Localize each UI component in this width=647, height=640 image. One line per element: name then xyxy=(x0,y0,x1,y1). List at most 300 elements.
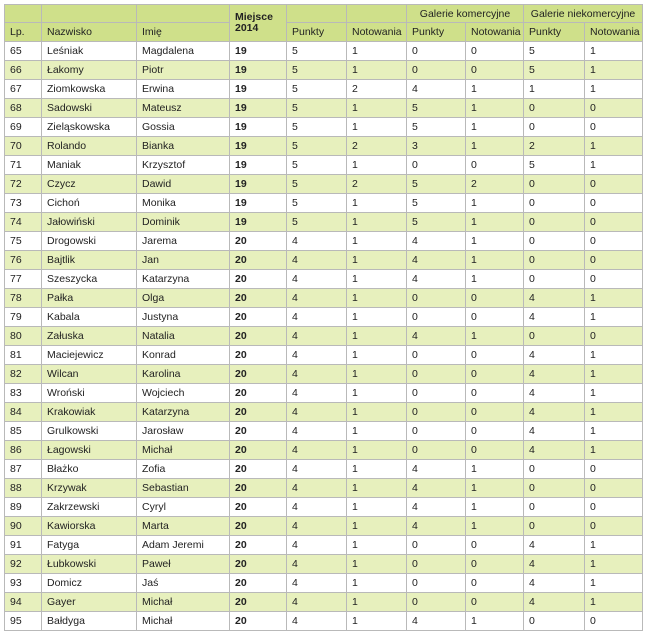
table-row xyxy=(5,422,643,441)
header-empty-cell xyxy=(347,5,407,23)
cell-points: 4 xyxy=(287,251,347,270)
cell-noncommercial-points: 4 xyxy=(524,403,585,422)
cell-commercial-ratings: 0 xyxy=(466,593,524,612)
cell-place-2014: 20 xyxy=(230,574,287,593)
cell-commercial-ratings: 1 xyxy=(466,213,524,232)
cell-name: Justyna xyxy=(137,308,230,327)
cell-ratings: 2 xyxy=(347,137,407,156)
table-row xyxy=(5,308,643,327)
cell-surname: Krakowiak xyxy=(42,403,137,422)
cell-lp: 72 xyxy=(5,175,42,194)
cell-noncommercial-ratings: 0 xyxy=(585,194,643,213)
cell-place-2014: 20 xyxy=(230,555,287,574)
cell-lp: 82 xyxy=(5,365,42,384)
cell-ratings: 1 xyxy=(347,308,407,327)
cell-place-2014: 20 xyxy=(230,384,287,403)
cell-noncommercial-ratings: 1 xyxy=(585,555,643,574)
cell-commercial-ratings: 0 xyxy=(466,403,524,422)
cell-commercial-points: 0 xyxy=(407,555,466,574)
cell-name: Michał xyxy=(137,441,230,460)
cell-commercial-points: 5 xyxy=(407,118,466,137)
cell-lp: 85 xyxy=(5,422,42,441)
cell-noncommercial-ratings: 1 xyxy=(585,61,643,80)
cell-noncommercial-ratings: 1 xyxy=(585,308,643,327)
cell-commercial-points: 0 xyxy=(407,403,466,422)
cell-place-2014: 19 xyxy=(230,194,287,213)
cell-name: Gossia xyxy=(137,118,230,137)
cell-commercial-ratings: 1 xyxy=(466,80,524,99)
cell-surname: Krzywak xyxy=(42,479,137,498)
cell-lp: 66 xyxy=(5,61,42,80)
cell-ratings: 1 xyxy=(347,593,407,612)
cell-noncommercial-ratings: 1 xyxy=(585,80,643,99)
cell-lp: 83 xyxy=(5,384,42,403)
table-row xyxy=(5,403,643,422)
cell-commercial-ratings: 1 xyxy=(466,99,524,118)
header-row-columns xyxy=(5,23,643,42)
cell-noncommercial-ratings: 1 xyxy=(585,365,643,384)
cell-surname: Czycz xyxy=(42,175,137,194)
table-row xyxy=(5,289,643,308)
cell-noncommercial-ratings: 0 xyxy=(585,99,643,118)
cell-noncommercial-ratings: 0 xyxy=(585,327,643,346)
cell-lp: 74 xyxy=(5,213,42,232)
cell-noncommercial-points: 4 xyxy=(524,574,585,593)
cell-noncommercial-ratings: 1 xyxy=(585,384,643,403)
cell-noncommercial-points: 4 xyxy=(524,555,585,574)
table-body xyxy=(5,42,643,631)
cell-ratings: 1 xyxy=(347,327,407,346)
table-row xyxy=(5,175,643,194)
cell-surname: Cichoń xyxy=(42,194,137,213)
table-row xyxy=(5,42,643,61)
cell-noncommercial-points: 0 xyxy=(524,327,585,346)
header-empty-cell xyxy=(5,5,42,23)
cell-noncommercial-points: 0 xyxy=(524,517,585,536)
cell-commercial-points: 3 xyxy=(407,137,466,156)
cell-name: Konrad xyxy=(137,346,230,365)
cell-name: Natalia xyxy=(137,327,230,346)
cell-points: 4 xyxy=(287,441,347,460)
cell-surname: Zakrzewski xyxy=(42,498,137,517)
cell-lp: 76 xyxy=(5,251,42,270)
cell-noncommercial-ratings: 0 xyxy=(585,232,643,251)
cell-place-2014: 20 xyxy=(230,270,287,289)
header-place-line2: 2014 xyxy=(235,22,259,34)
cell-commercial-points: 4 xyxy=(407,517,466,536)
table-row xyxy=(5,498,643,517)
table-row xyxy=(5,118,643,137)
cell-points: 5 xyxy=(287,137,347,156)
cell-noncommercial-ratings: 0 xyxy=(585,517,643,536)
cell-points: 5 xyxy=(287,156,347,175)
cell-commercial-points: 4 xyxy=(407,251,466,270)
cell-ratings: 1 xyxy=(347,555,407,574)
header-commercial-ratings: Notowania xyxy=(466,23,524,42)
cell-place-2014: 20 xyxy=(230,232,287,251)
cell-surname: Wilcan xyxy=(42,365,137,384)
cell-points: 5 xyxy=(287,99,347,118)
cell-commercial-ratings: 1 xyxy=(466,251,524,270)
cell-place-2014: 20 xyxy=(230,308,287,327)
cell-noncommercial-ratings: 1 xyxy=(585,574,643,593)
cell-name: Dominik xyxy=(137,213,230,232)
header-row-groups xyxy=(5,5,643,23)
cell-name: Michał xyxy=(137,593,230,612)
cell-noncommercial-ratings: 1 xyxy=(585,346,643,365)
cell-points: 4 xyxy=(287,612,347,631)
cell-name: Katarzyna xyxy=(137,403,230,422)
table-row xyxy=(5,213,643,232)
cell-lp: 89 xyxy=(5,498,42,517)
cell-commercial-points: 4 xyxy=(407,498,466,517)
cell-surname: Grulkowski xyxy=(42,422,137,441)
cell-points: 4 xyxy=(287,460,347,479)
cell-place-2014: 20 xyxy=(230,612,287,631)
cell-lp: 70 xyxy=(5,137,42,156)
header-noncommercial-points: Punkty xyxy=(524,23,585,42)
cell-commercial-ratings: 1 xyxy=(466,270,524,289)
ranking-table xyxy=(4,4,643,631)
header-group-noncommercial: Galerie niekomercyjne xyxy=(524,5,643,23)
header-ratings: Notowania xyxy=(347,23,407,42)
cell-lp: 88 xyxy=(5,479,42,498)
cell-ratings: 1 xyxy=(347,574,407,593)
cell-ratings: 1 xyxy=(347,194,407,213)
cell-commercial-ratings: 0 xyxy=(466,422,524,441)
header-surname: Nazwisko xyxy=(42,23,137,42)
table-row xyxy=(5,251,643,270)
cell-noncommercial-points: 5 xyxy=(524,42,585,61)
cell-place-2014: 20 xyxy=(230,593,287,612)
cell-name: Michał xyxy=(137,612,230,631)
cell-noncommercial-points: 4 xyxy=(524,536,585,555)
cell-commercial-ratings: 0 xyxy=(466,536,524,555)
table-row xyxy=(5,99,643,118)
cell-commercial-points: 0 xyxy=(407,61,466,80)
cell-noncommercial-ratings: 1 xyxy=(585,593,643,612)
cell-surname: Pałka xyxy=(42,289,137,308)
cell-noncommercial-ratings: 0 xyxy=(585,479,643,498)
cell-place-2014: 20 xyxy=(230,251,287,270)
cell-noncommercial-ratings: 0 xyxy=(585,498,643,517)
cell-commercial-points: 5 xyxy=(407,175,466,194)
cell-points: 4 xyxy=(287,593,347,612)
cell-points: 4 xyxy=(287,232,347,251)
cell-lp: 75 xyxy=(5,232,42,251)
cell-ratings: 1 xyxy=(347,42,407,61)
cell-noncommercial-ratings: 0 xyxy=(585,118,643,137)
cell-place-2014: 19 xyxy=(230,118,287,137)
cell-ratings: 1 xyxy=(347,118,407,137)
cell-noncommercial-ratings: 0 xyxy=(585,213,643,232)
cell-ratings: 1 xyxy=(347,498,407,517)
cell-surname: Drogowski xyxy=(42,232,137,251)
cell-points: 4 xyxy=(287,574,347,593)
cell-commercial-points: 0 xyxy=(407,42,466,61)
cell-noncommercial-ratings: 1 xyxy=(585,156,643,175)
cell-points: 5 xyxy=(287,61,347,80)
cell-commercial-points: 4 xyxy=(407,479,466,498)
cell-ratings: 1 xyxy=(347,156,407,175)
cell-lp: 95 xyxy=(5,612,42,631)
cell-surname: Sadowski xyxy=(42,99,137,118)
cell-place-2014: 20 xyxy=(230,403,287,422)
header-group-commercial: Galerie komercyjne xyxy=(407,5,524,23)
cell-commercial-points: 0 xyxy=(407,574,466,593)
cell-points: 4 xyxy=(287,327,347,346)
cell-points: 4 xyxy=(287,365,347,384)
cell-surname: Domicz xyxy=(42,574,137,593)
cell-place-2014: 19 xyxy=(230,137,287,156)
cell-commercial-points: 0 xyxy=(407,593,466,612)
table-row xyxy=(5,61,643,80)
cell-lp: 86 xyxy=(5,441,42,460)
table-row xyxy=(5,346,643,365)
cell-points: 5 xyxy=(287,118,347,137)
cell-place-2014: 19 xyxy=(230,42,287,61)
cell-noncommercial-points: 2 xyxy=(524,137,585,156)
cell-place-2014: 20 xyxy=(230,289,287,308)
cell-ratings: 1 xyxy=(347,422,407,441)
cell-noncommercial-ratings: 0 xyxy=(585,251,643,270)
cell-lp: 68 xyxy=(5,99,42,118)
cell-name: Wojciech xyxy=(137,384,230,403)
cell-surname: Bajtlik xyxy=(42,251,137,270)
cell-ratings: 1 xyxy=(347,213,407,232)
cell-lp: 67 xyxy=(5,80,42,99)
cell-name: Olga xyxy=(137,289,230,308)
cell-name: Karolina xyxy=(137,365,230,384)
cell-name: Krzysztof xyxy=(137,156,230,175)
cell-place-2014: 19 xyxy=(230,156,287,175)
cell-name: Jan xyxy=(137,251,230,270)
cell-surname: Maniak xyxy=(42,156,137,175)
cell-ratings: 1 xyxy=(347,384,407,403)
cell-commercial-ratings: 0 xyxy=(466,61,524,80)
cell-surname: Zieląskowska xyxy=(42,118,137,137)
cell-commercial-points: 0 xyxy=(407,346,466,365)
table-row xyxy=(5,441,643,460)
cell-ratings: 1 xyxy=(347,517,407,536)
table-row xyxy=(5,137,643,156)
cell-name: Sebastian xyxy=(137,479,230,498)
cell-name: Jarosław xyxy=(137,422,230,441)
cell-points: 4 xyxy=(287,346,347,365)
header-noncommercial-ratings: Notowania xyxy=(585,23,643,42)
table-row xyxy=(5,80,643,99)
cell-ratings: 1 xyxy=(347,612,407,631)
cell-commercial-points: 0 xyxy=(407,365,466,384)
table-row xyxy=(5,270,643,289)
cell-name: Erwina xyxy=(137,80,230,99)
cell-noncommercial-points: 0 xyxy=(524,175,585,194)
cell-noncommercial-ratings: 1 xyxy=(585,441,643,460)
cell-surname: Gayer xyxy=(42,593,137,612)
cell-name: Cyryl xyxy=(137,498,230,517)
cell-place-2014: 20 xyxy=(230,460,287,479)
cell-place-2014: 20 xyxy=(230,536,287,555)
cell-noncommercial-points: 4 xyxy=(524,593,585,612)
cell-surname: Kawiorska xyxy=(42,517,137,536)
cell-noncommercial-points: 0 xyxy=(524,251,585,270)
cell-commercial-ratings: 0 xyxy=(466,384,524,403)
cell-commercial-points: 0 xyxy=(407,156,466,175)
cell-points: 5 xyxy=(287,194,347,213)
cell-name: Marta xyxy=(137,517,230,536)
header-place-2014 xyxy=(230,5,287,42)
cell-surname: Łagowski xyxy=(42,441,137,460)
cell-commercial-ratings: 1 xyxy=(466,137,524,156)
cell-place-2014: 19 xyxy=(230,99,287,118)
cell-noncommercial-ratings: 1 xyxy=(585,536,643,555)
cell-commercial-points: 0 xyxy=(407,289,466,308)
cell-name: Zofia xyxy=(137,460,230,479)
cell-ratings: 2 xyxy=(347,175,407,194)
header-place-line1: Miejsce xyxy=(235,11,273,23)
cell-noncommercial-points: 0 xyxy=(524,118,585,137)
cell-noncommercial-points: 4 xyxy=(524,365,585,384)
cell-points: 4 xyxy=(287,517,347,536)
cell-place-2014: 19 xyxy=(230,61,287,80)
cell-ratings: 1 xyxy=(347,61,407,80)
cell-noncommercial-points: 0 xyxy=(524,232,585,251)
cell-noncommercial-ratings: 0 xyxy=(585,460,643,479)
cell-commercial-ratings: 0 xyxy=(466,555,524,574)
table-row xyxy=(5,194,643,213)
cell-noncommercial-points: 4 xyxy=(524,384,585,403)
cell-noncommercial-ratings: 1 xyxy=(585,137,643,156)
cell-lp: 78 xyxy=(5,289,42,308)
cell-commercial-points: 4 xyxy=(407,612,466,631)
cell-commercial-ratings: 1 xyxy=(466,517,524,536)
cell-commercial-ratings: 2 xyxy=(466,175,524,194)
cell-lp: 65 xyxy=(5,42,42,61)
cell-commercial-ratings: 1 xyxy=(466,327,524,346)
cell-ratings: 1 xyxy=(347,460,407,479)
cell-ratings: 1 xyxy=(347,365,407,384)
header-lp: Lp. xyxy=(5,23,42,42)
cell-commercial-ratings: 1 xyxy=(466,232,524,251)
cell-commercial-points: 4 xyxy=(407,460,466,479)
cell-place-2014: 20 xyxy=(230,479,287,498)
cell-commercial-ratings: 1 xyxy=(466,194,524,213)
cell-place-2014: 19 xyxy=(230,213,287,232)
cell-surname: Kabala xyxy=(42,308,137,327)
header-empty-cell xyxy=(137,5,230,23)
cell-noncommercial-ratings: 1 xyxy=(585,422,643,441)
cell-points: 5 xyxy=(287,80,347,99)
table-row xyxy=(5,384,643,403)
cell-place-2014: 20 xyxy=(230,327,287,346)
cell-noncommercial-points: 0 xyxy=(524,460,585,479)
cell-commercial-points: 0 xyxy=(407,422,466,441)
cell-ratings: 1 xyxy=(347,232,407,251)
cell-lp: 90 xyxy=(5,517,42,536)
cell-commercial-ratings: 0 xyxy=(466,441,524,460)
cell-points: 4 xyxy=(287,498,347,517)
cell-lp: 79 xyxy=(5,308,42,327)
cell-points: 4 xyxy=(287,422,347,441)
cell-ratings: 1 xyxy=(347,346,407,365)
cell-commercial-ratings: 0 xyxy=(466,574,524,593)
ranking-table-container xyxy=(4,4,643,631)
cell-lp: 93 xyxy=(5,574,42,593)
cell-noncommercial-points: 0 xyxy=(524,479,585,498)
cell-lp: 91 xyxy=(5,536,42,555)
cell-ratings: 1 xyxy=(347,403,407,422)
cell-name: Piotr xyxy=(137,61,230,80)
cell-noncommercial-points: 0 xyxy=(524,194,585,213)
cell-surname: Wroński xyxy=(42,384,137,403)
table-row xyxy=(5,555,643,574)
table-header xyxy=(5,5,643,42)
cell-points: 4 xyxy=(287,555,347,574)
cell-name: Bianka xyxy=(137,137,230,156)
cell-lp: 77 xyxy=(5,270,42,289)
cell-points: 5 xyxy=(287,42,347,61)
cell-noncommercial-points: 0 xyxy=(524,270,585,289)
cell-place-2014: 20 xyxy=(230,517,287,536)
cell-name: Magdalena xyxy=(137,42,230,61)
table-row xyxy=(5,232,643,251)
cell-noncommercial-ratings: 1 xyxy=(585,42,643,61)
cell-surname: Załuska xyxy=(42,327,137,346)
cell-lp: 81 xyxy=(5,346,42,365)
cell-surname: Ziomkowska xyxy=(42,80,137,99)
cell-place-2014: 20 xyxy=(230,346,287,365)
table-row xyxy=(5,460,643,479)
cell-noncommercial-ratings: 1 xyxy=(585,289,643,308)
cell-noncommercial-points: 0 xyxy=(524,213,585,232)
header-empty-cell xyxy=(42,5,137,23)
cell-noncommercial-points: 1 xyxy=(524,80,585,99)
cell-ratings: 1 xyxy=(347,289,407,308)
cell-noncommercial-points: 4 xyxy=(524,422,585,441)
cell-commercial-ratings: 0 xyxy=(466,42,524,61)
cell-noncommercial-points: 4 xyxy=(524,289,585,308)
cell-commercial-points: 4 xyxy=(407,327,466,346)
cell-noncommercial-ratings: 0 xyxy=(585,175,643,194)
cell-noncommercial-ratings: 1 xyxy=(585,403,643,422)
cell-place-2014: 20 xyxy=(230,365,287,384)
cell-noncommercial-points: 4 xyxy=(524,441,585,460)
cell-lp: 84 xyxy=(5,403,42,422)
table-row xyxy=(5,574,643,593)
cell-points: 4 xyxy=(287,289,347,308)
cell-noncommercial-points: 4 xyxy=(524,308,585,327)
cell-noncommercial-points: 5 xyxy=(524,156,585,175)
cell-name: Jaś xyxy=(137,574,230,593)
cell-lp: 92 xyxy=(5,555,42,574)
header-commercial-points: Punkty xyxy=(407,23,466,42)
table-row xyxy=(5,156,643,175)
cell-surname: Łubkowski xyxy=(42,555,137,574)
cell-commercial-points: 5 xyxy=(407,99,466,118)
cell-commercial-points: 0 xyxy=(407,536,466,555)
table-row xyxy=(5,517,643,536)
cell-lp: 71 xyxy=(5,156,42,175)
cell-commercial-ratings: 1 xyxy=(466,118,524,137)
cell-commercial-points: 0 xyxy=(407,441,466,460)
cell-ratings: 1 xyxy=(347,270,407,289)
cell-surname: Leśniak xyxy=(42,42,137,61)
cell-points: 4 xyxy=(287,536,347,555)
cell-lp: 87 xyxy=(5,460,42,479)
cell-commercial-points: 4 xyxy=(407,232,466,251)
cell-points: 4 xyxy=(287,479,347,498)
cell-commercial-ratings: 1 xyxy=(466,460,524,479)
